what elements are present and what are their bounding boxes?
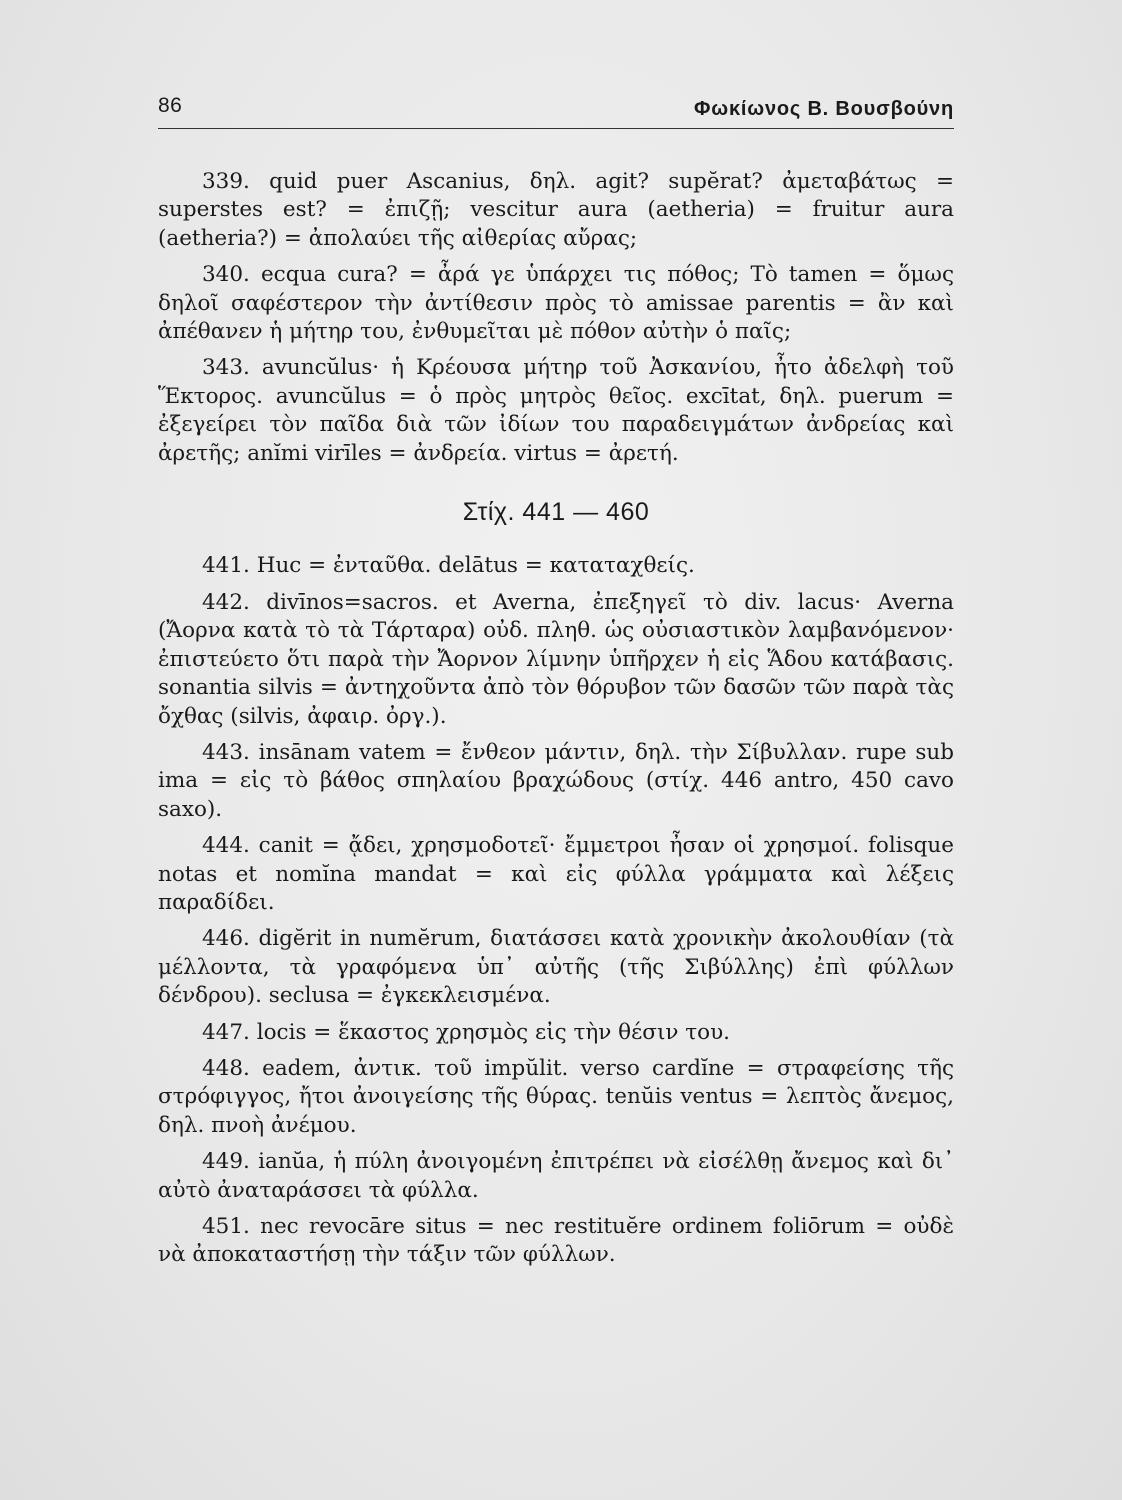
note-451: 451. nec revocāre situs = nec restituĕre ordinem foliōrum = οὐδὲ νὰ ἀποκαταστήσῃ τὴν τάξιν τῶν φύλλων.	[158, 1214, 954, 1268]
running-head: Φωκίωνος Β. Βουσβούνη	[694, 98, 954, 120]
note-449: 449. ianŭa, ἡ πύλη ἀνοιγομένη ἐπιτρέπει νὰ εἰσέλθῃ ἄνεμος καὶ δι᾽ αὐτὸ ἀναταράσσει τὰ φύλλα.	[158, 1149, 954, 1203]
page-header	[158, 92, 954, 129]
note-340: 340. ecqua cura? = ἆρά γε ὑπάρχει τις πόθος; Τὸ tamen = ὅμως δηλοῖ σαφέστερον τὴν ἀντίθεσιν πρὸς τὸ amissae parentis = ἂν καὶ ἀπέθανεν ἡ μήτηρ του, ἐνθυμεῖται μὲ πόθον αὐτὴν ὁ παῖς;	[158, 262, 954, 345]
note-443: 443. insānam vatem = ἔνθεον μάντιν, δηλ. τὴν Σίβυλλαν. rupe sub ima = εἰς τὸ βάθος σπηλαίου βραχώδους (στίχ. 446 antro, 450 cavo saxo).	[158, 739, 954, 822]
note-339: 339. quid puer Ascanius, δηλ. agit? supĕrat? ἀμεταβάτως = superstes est? = ἐπιζῇ; vescitur aura (aetheria) = fruitur aura (aetheria?) = ἀπολαύει τῆς αἰθερίας αὔρας;	[158, 169, 954, 251]
note-442: 442. divīnos=sacros. et Averna, ἐπεξηγεῖ τὸ div. lacus· Averna (Ἄορνα κατὰ τὸ τὰ Τάρταρα) οὐδ. πληθ. ὡς οὐσιαστικὸν λαμβανόμενον· ἐπιστεύετο ὅτι παρὰ τὴν Ἄορνον λίμνην ὑπῆρχεν ἡ εἰς Ἅδου κατάβασις. sonantia silvis = ἀντηχοῦντα ἀπὸ τὸν θόρυβον τῶν δασῶν τῶν παρὰ τὰς ὄχθας (silvis, ἀφαιρ. ὀργ.).	[158, 589, 954, 729]
note-448: 448. eadem, ἀντικ. τοῦ impŭlit. verso cardĭne = στραφείσης τῆς στρόφιγγος, ἤτοι ἀνοιγείσης τῆς θύρας. tenŭis ventus = λεπτὸς ἄνεμος, δηλ. πνοὴ ἀνέμου.	[158, 1055, 954, 1138]
page-number: 86	[158, 94, 183, 117]
note-343: 343. avuncŭlus· ἡ Κρέουσα μήτηρ τοῦ Ἀσκανίου, ἦτο ἀδελφὴ τοῦ Ἕκτορος. avuncŭlus = ὁ πρὸς μητρὸς θεῖος. excītat, δηλ. puerum = ἐξεγείρει τὸν παῖδα διὰ τῶν ἰδίων του παραδειγμάτων ἀνδρείας καὶ ἀρετῆς; anĭmi virīles = ἀνδρεία. virtus = ἀρετή.	[158, 355, 954, 466]
note-446: 446. digĕrit in numĕrum, διατάσσει κατὰ χρονικὴν ἀκολουθίαν (τὰ μέλλοντα, τὰ γραφόμενα ὑπ᾽ αὐτῆς (τῆς Σιβύλλης) ἐπὶ φύλλων δένδρου). seclusa = ἐγκεκλεισμένα.	[158, 926, 954, 1009]
section-heading: Στίχ. 441 — 460	[462, 498, 650, 527]
note-444: 444. canit = ᾄδει, χρησμοδοτεῖ· ἔμμετροι ἦσαν οἱ χρησμοί. folisque notas et nomĭna mandat = καὶ εἰς φύλλα γράμματα καὶ λέξεις παραδίδει.	[158, 833, 954, 915]
commentary-body	[158, 168, 954, 1270]
note-447: 447. locis = ἕκαστος χρησμὸς εἰς τὴν θέσιν του.	[202, 1019, 731, 1045]
note-441: 441. Huc = ἐνταῦθα. delātus = καταταχθείς.	[202, 553, 695, 579]
